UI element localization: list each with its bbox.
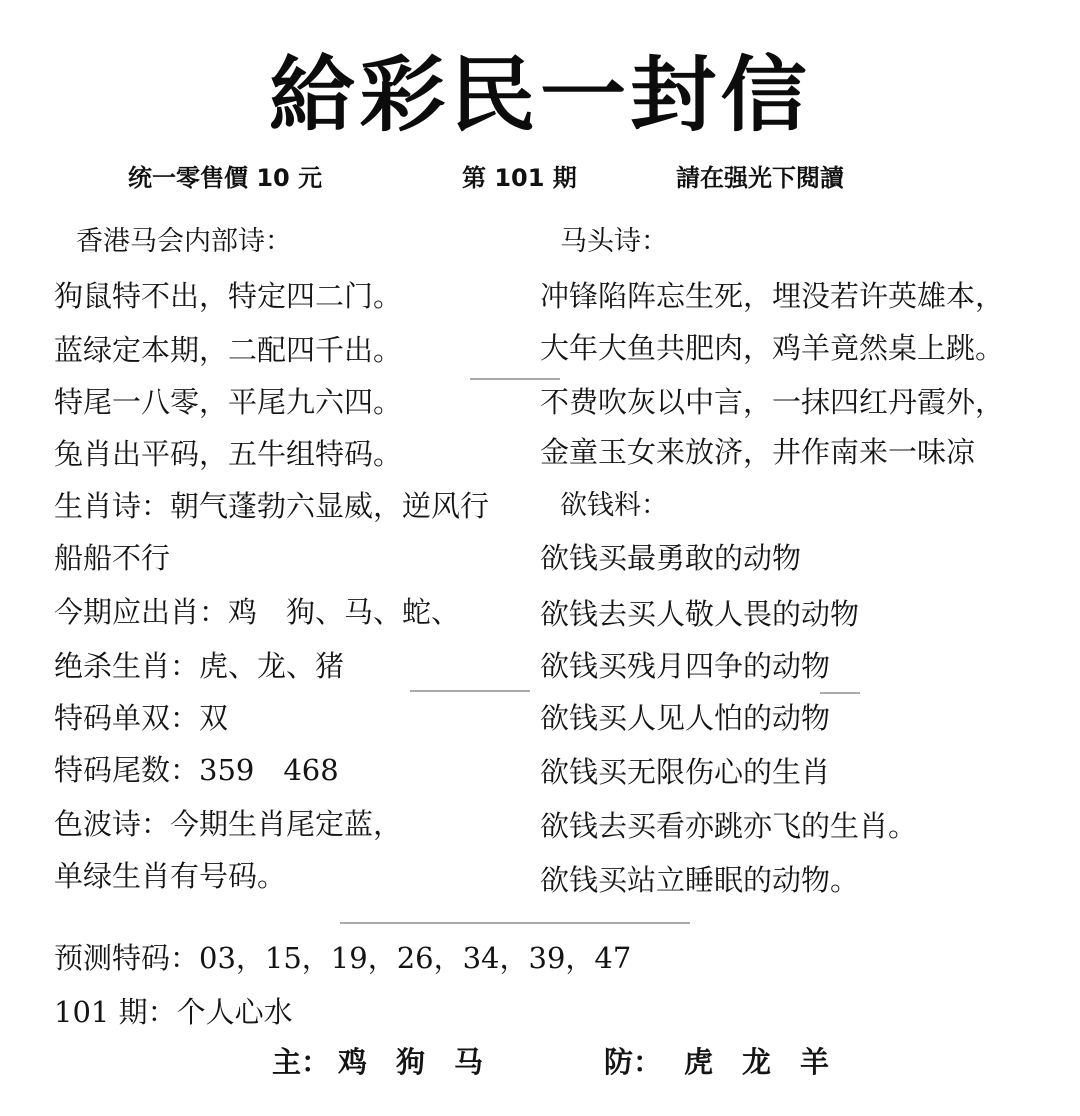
- scan-artifact: [410, 690, 530, 692]
- guard-picks: 虎 龙 羊: [684, 1045, 830, 1079]
- zodiac-poem-line: 船船不行: [54, 541, 171, 575]
- left-line: 特尾一八零，平尾九六四。: [54, 385, 403, 419]
- right-section-heading: 马头诗：: [560, 226, 668, 257]
- riddle-line: 欲钱去买看亦跳亦飞的生肖。: [540, 809, 918, 843]
- scan-artifact: [820, 692, 860, 694]
- left-line: 狗鼠特不出，特定四二门。: [54, 279, 403, 313]
- main-picks: 鸡 狗 马: [338, 1045, 484, 1079]
- scan-artifact: [470, 378, 560, 380]
- right-line: 大年大鱼共肥肉，鸡羊竟然桌上跳。: [540, 331, 1005, 365]
- left-line: 兔肖出平码，五牛组特码。: [54, 437, 403, 471]
- odd-even: 特码单双：双: [54, 701, 229, 735]
- right-line: 冲锋陷阵忘生死，埋没若许英雄本，: [540, 279, 1005, 313]
- left-section-heading: 香港马会内部诗：: [76, 226, 292, 257]
- riddle-line: 欲钱买人见人怕的动物: [540, 701, 831, 735]
- left-line: 蓝绿定本期，二配四千出。: [54, 333, 403, 367]
- right-line: 不费吹灰以中言，一抹四红丹霞外，: [540, 385, 1005, 419]
- riddle-line: 欲钱买无限伤心的生肖: [540, 755, 831, 789]
- issue-number: 第 101 期: [462, 164, 577, 192]
- tail-numbers: 特码尾数：359 468: [54, 753, 339, 787]
- expected-zodiac: 今期应出肖：鸡 狗、马、蛇、: [54, 595, 461, 629]
- riddle-heading: 欲钱料：: [560, 490, 668, 521]
- zodiac-poem-line: 生肖诗：朝气蓬勃六显威，逆风行: [54, 489, 490, 523]
- reading-note: 請在强光下閱讀: [676, 164, 844, 192]
- issue-pick: 101 期：个人心水: [54, 995, 293, 1029]
- main-label: 主：: [272, 1045, 331, 1079]
- riddle-line: 欲钱买最勇敢的动物: [540, 541, 802, 575]
- riddle-line: 欲钱买残月四争的动物: [540, 649, 831, 683]
- predicted-numbers: 预测特码：03，15，19，26，34，39，47: [54, 941, 632, 975]
- scan-artifact: [340, 922, 690, 924]
- guard-label: 防：: [604, 1045, 663, 1079]
- excluded-zodiac: 绝杀生肖：虎、龙、猪: [54, 649, 345, 683]
- color-poem-line: 单绿生肖有号码。: [54, 859, 287, 893]
- riddle-line: 欲钱买站立睡眠的动物。: [540, 863, 860, 897]
- retail-price: 统一零售價 10 元: [128, 164, 323, 192]
- color-poem-line: 色波诗：今期生肖尾定蓝，: [54, 807, 403, 841]
- right-line: 金童玉女来放济，井作南来一味凉: [540, 435, 976, 469]
- page-title: 給彩民一封信: [269, 48, 811, 143]
- riddle-line: 欲钱去买人敬人畏的动物: [540, 597, 860, 631]
